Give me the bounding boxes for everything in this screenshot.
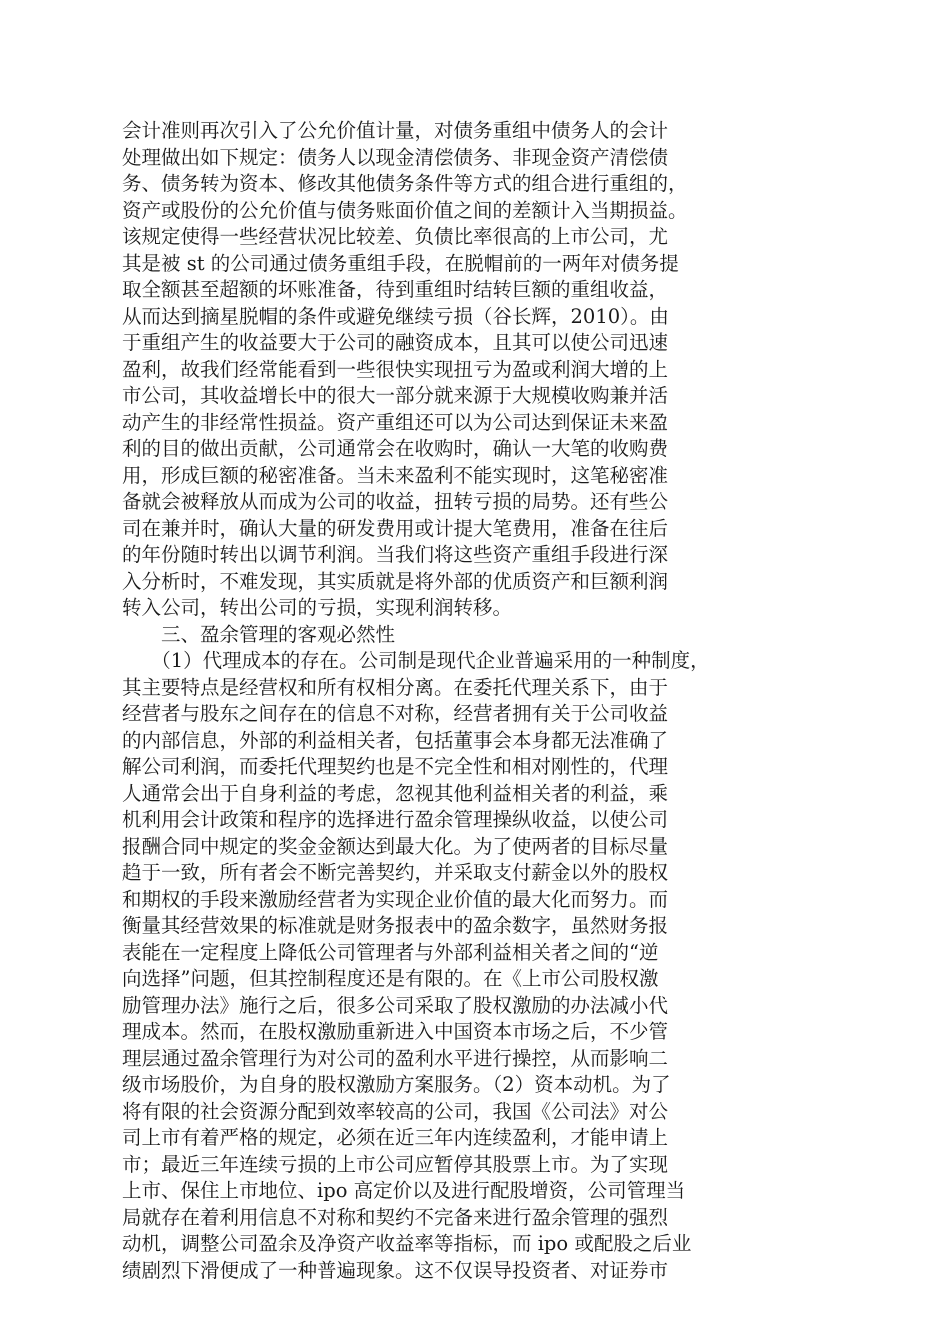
- text-line: 动产生的非经常性损益。资产重组还可以为公司达到保证未来盈: [122, 410, 669, 434]
- text-line: 资产或股份的公允价值与债务账面价值之间的差额计入当期损益。: [122, 198, 688, 222]
- text-line: （1）代理成本的存在。公司制是现代企业普遍采用的一种制度，: [122, 649, 710, 672]
- text-line: 盈利，故我们经常能看到一些很快实现扭亏为盈或利润大增的上: [122, 357, 669, 381]
- text-line: 入分析时，不难发现，其实质就是将外部的优质资产和巨额利润: [122, 569, 669, 593]
- body-text: [122, 118, 822, 1284]
- text-line: 上市、保住上市地位、ipo 高定价以及进行配股增资，公司管理当: [122, 1179, 686, 1202]
- text-line: 和期权的手段来激励经营者为实现企业价值的最大化而努力。而: [122, 887, 669, 911]
- text-line: 从而达到摘星脱帽的条件或避免继续亏损（谷长辉，2010）。由: [122, 304, 669, 328]
- text-line: 衡量其经营效果的标准就是财务报表中的盈余数字，虽然财务报: [122, 914, 669, 937]
- text-line: 其主要特点是经营权和所有权相分离。在委托代理关系下，由于: [122, 675, 669, 699]
- text-line: 的年份随时转出以调节利润。当我们将这些资产重组手段进行深: [122, 543, 669, 566]
- section-heading: 三、盈余管理的客观必然性: [122, 622, 396, 646]
- text-line: 局就存在着利用信息不对称和契约不完备来进行盈余管理的强烈: [122, 1205, 669, 1229]
- text-line: 其是被 st 的公司通过债务重组手段，在脱帽前的一两年对债务提: [122, 251, 679, 275]
- text-line: 市公司，其收益增长中的很大一部分就来源于大规模收购兼并活: [122, 384, 669, 407]
- text-line: 会计准则再次引入了公允价值计量，对债务重组中债务人的会计: [122, 119, 669, 142]
- text-line: 经营者与股东之间存在的信息不对称，经营者拥有关于公司收益: [122, 702, 669, 725]
- text-line: 用，形成巨额的秘密准备。当未来盈利不能实现时，这笔秘密准: [122, 463, 669, 487]
- text-line: 机利用会计政策和程序的选择进行盈余管理操纵收益，以使公司: [122, 808, 669, 831]
- text-line: 人通常会出于自身利益的考虑，忽视其他利益相关者的利益，乘: [122, 781, 669, 805]
- text-line: 动机，调整公司盈余及净资产收益率等指标，而 ipo 或配股之后业: [122, 1232, 692, 1255]
- text-line: 司上市有着严格的规定，必须在近三年内连续盈利，才能申请上: [122, 1126, 669, 1149]
- text-line: 备就会被释放从而成为公司的收益，扭转亏损的局势。还有些公: [122, 490, 669, 513]
- text-line: 将有限的社会资源分配到效率较高的公司，我国《公司法》对公: [122, 1099, 669, 1123]
- text-line: 处理做出如下规定：债务人以现金清偿债务、非现金资产清偿债: [122, 145, 669, 169]
- text-line: 务、债务转为资本、修改其他债务条件等方式的组合进行重组的，: [122, 172, 688, 195]
- text-line: 励管理办法》施行之后，很多公司采取了股权激励的办法减小代: [122, 993, 669, 1017]
- text-line: 表能在一定程度上降低公司管理者与外部利益相关者之间的“逆: [122, 940, 659, 964]
- text-line: 级市场股价，为自身的股权激励方案服务。（2）资本动机。为了: [122, 1073, 671, 1096]
- text-line: 理层通过盈余管理行为对公司的盈利水平进行操控，从而影响二: [122, 1046, 669, 1070]
- text-line: 绩剧烈下滑便成了一种普遍现象。这不仅误导投资者、对证券市: [122, 1258, 669, 1282]
- text-line: 转入公司，转出公司的亏损，实现利润转移。: [122, 596, 513, 619]
- text-line: 利的目的做出贡献，公司通常会在收购时，确认一大笔的收购费: [122, 437, 669, 460]
- text-line: 于重组产生的收益要大于公司的融资成本，且其可以使公司迅速: [122, 331, 669, 354]
- text-line: 向选择”问题，但其控制程度还是有限的。在《上市公司股权激: [122, 967, 659, 990]
- text-line: 该规定使得一些经营状况比较差、负债比率很高的上市公司，尤: [122, 225, 669, 248]
- text-line: 市；最近三年连续亏损的上市公司应暂停其股票上市。为了实现: [122, 1152, 669, 1176]
- text-line: 报酬合同中规定的奖金金额达到最大化。为了使两者的目标尽量: [122, 834, 669, 858]
- text-line: 司在兼并时，确认大量的研发费用或计提大笔费用，准备在往后: [122, 516, 669, 540]
- text-line: 的内部信息，外部的利益相关者，包括董事会本身都无法准确了: [122, 728, 669, 752]
- text-line: 趋于一致，所有者会不断完善契约，并采取支付薪金以外的股权: [122, 861, 669, 884]
- text-line: 解公司利润，而委托代理契约也是不完全性和相对刚性的，代理: [122, 755, 669, 778]
- text-line: 取全额甚至超额的坏账准备，待到重组时结转巨额的重组收益，: [122, 278, 669, 301]
- text-line: 理成本。然而，在股权激励重新进入中国资本市场之后，不少管: [122, 1020, 669, 1043]
